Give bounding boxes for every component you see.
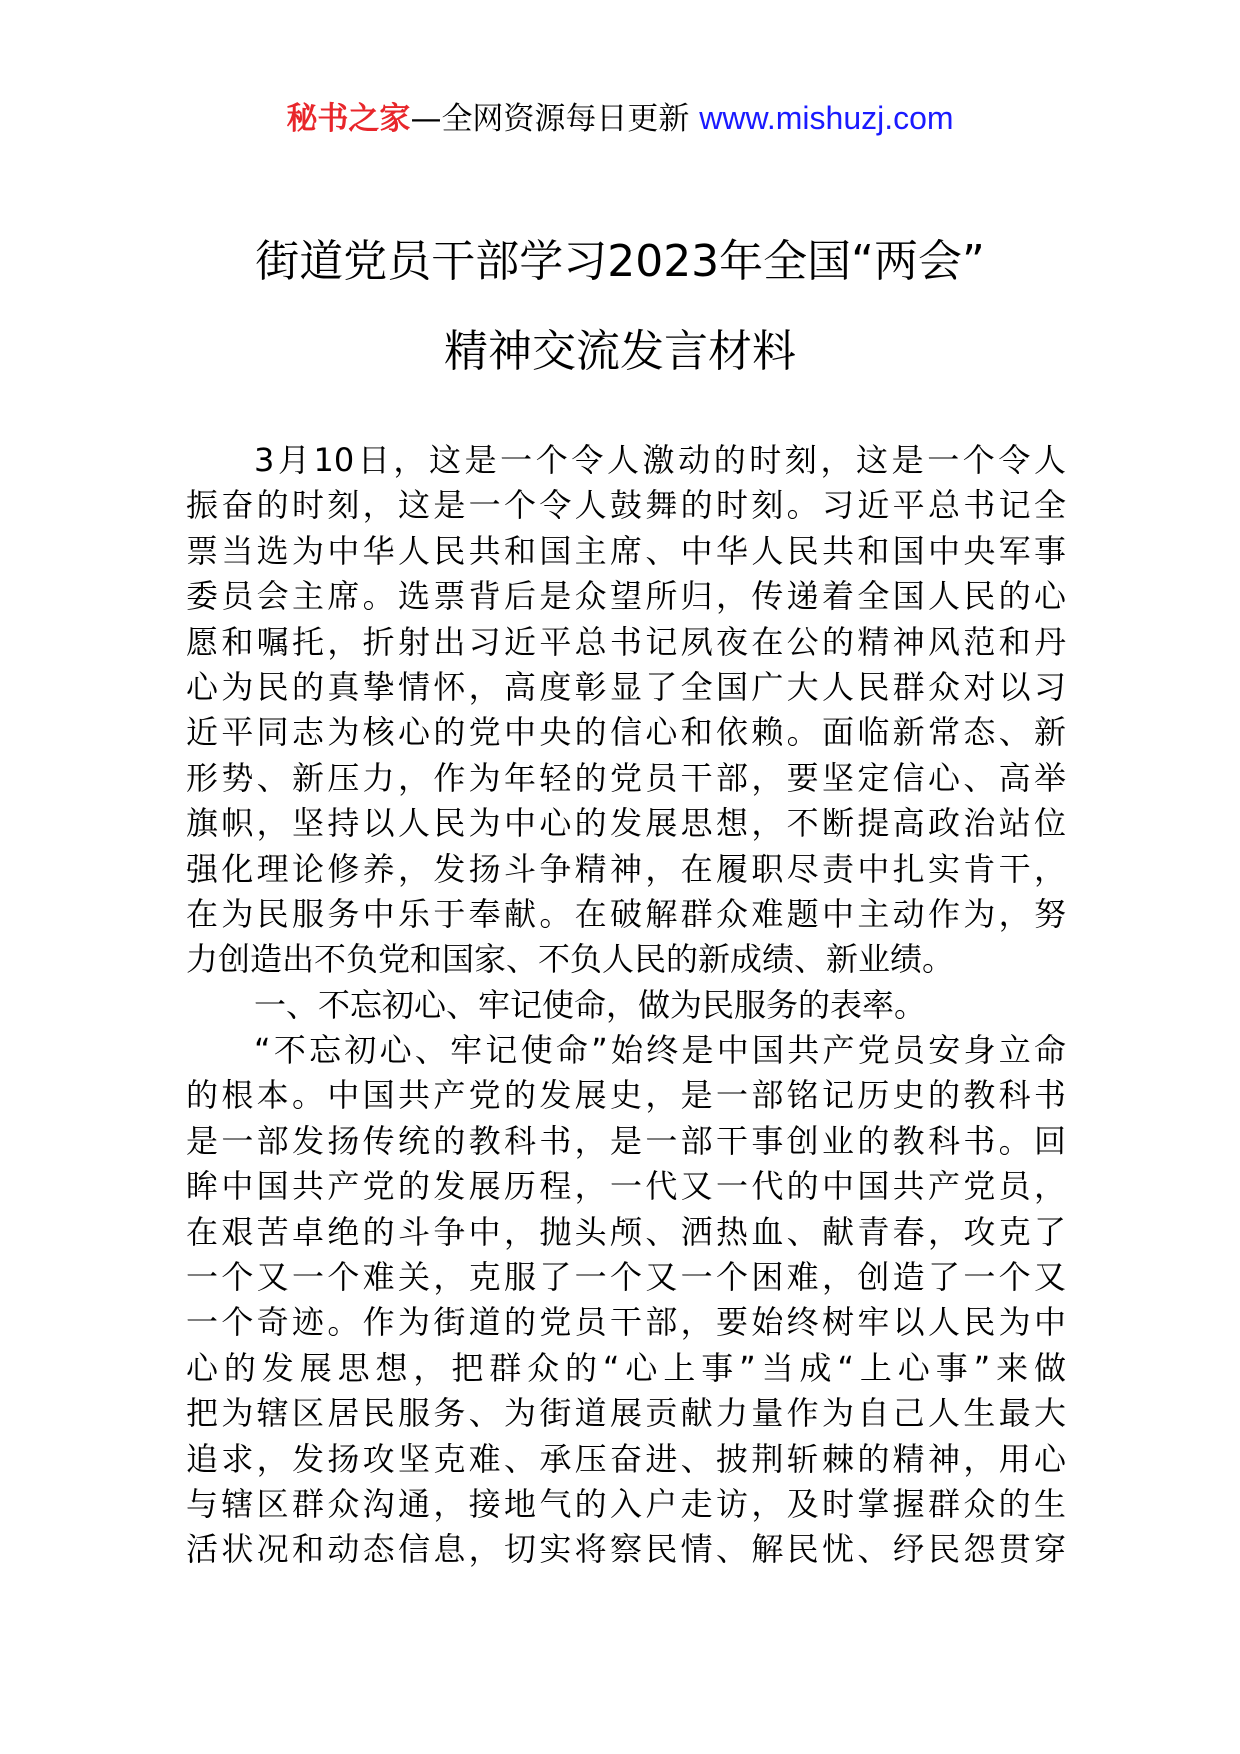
body-line: “不忘初心、牢记使命”始终是中国共产党员安身立命	[254, 1031, 1066, 1070]
body-line: 3月10日，这是一个令人激动的时刻，这是一个令人	[254, 441, 1066, 479]
body-line: 力创造出不负党和国家、不负人民的新成绩、新业绩。	[186, 940, 955, 979]
body-line: 振奋的时刻，这是一个令人鼓舞的时刻。习近平总书记全	[186, 486, 1066, 525]
body-line: 形势、新压力，作为年轻的党员干部，要坚定信心、高举	[186, 758, 1066, 797]
body-line: 是一部发扬传统的教科书，是一部干事创业的教科书。回	[186, 1121, 1066, 1160]
site-url-link[interactable]: www.mishuzj.com	[699, 100, 954, 136]
body-line: 票当选为中华人民共和国主席、中华人民共和国中央军事	[186, 531, 1066, 570]
document-title-line-2: 精神交流发言材料	[444, 326, 796, 377]
body-line: 一个又一个难关，克服了一个又一个困难，创造了一个又	[186, 1258, 1066, 1297]
site-brand: 秘书之家	[286, 101, 411, 137]
body-line: 愿和嘱托，折射出习近平总书记夙夜在公的精神风范和丹	[186, 622, 1066, 661]
section-heading: 一、不忘初心、牢记使命，做为民服务的表率。	[254, 985, 927, 1024]
body-line: 一个奇迹。作为街道的党员干部，要始终树牢以人民为中	[186, 1303, 1066, 1342]
body-line: 心的发展思想，把群众的“心上事”当成“上心事”来做	[186, 1348, 1066, 1387]
body-line: 强化理论修养，发扬斗争精神，在履职尽责中扎实肯干，	[186, 849, 1066, 888]
body-line: 把为辖区居民服务、为街道展贡献力量作为自己人生最大	[186, 1394, 1066, 1433]
body-line: 心为民的真挚情怀，高度彰显了全国广大人民群众对以习	[186, 667, 1066, 706]
body-line: 与辖区群众沟通，接地气的入户走访，及时掌握群众的生	[186, 1484, 1066, 1523]
body-line: 眸中国共产党的发展历程，一代又一代的中国共产党员，	[186, 1167, 1066, 1206]
body-line: 委员会主席。选票背后是众望所归，传递着全国人民的心	[186, 577, 1066, 616]
document-title-line-1: 街道党员干部学习2023年全国“两会”	[255, 236, 985, 287]
document-body	[186, 438, 1066, 1573]
body-line: 旗帜，坚持以人民为中心的发展思想，不断提高政治站位	[186, 804, 1066, 843]
site-tagline: —全网资源每日更新	[410, 101, 700, 137]
body-line: 活状况和动态信息，切实将察民情、解民忧、纾民怨贯穿	[186, 1530, 1066, 1569]
body-line: 在为民服务中乐于奉献。在破解群众难题中主动作为，努	[186, 894, 1066, 933]
body-line: 的根本。中国共产党的发展史，是一部铭记历史的教科书	[186, 1076, 1066, 1115]
site-header	[0, 98, 1240, 139]
body-line: 在艰苦卓绝的斗争中，抛头颅、洒热血、献青春，攻克了	[186, 1212, 1066, 1251]
body-line: 追求，发扬攻坚克难、承压奋进、披荆斩棘的精神，用心	[186, 1439, 1066, 1478]
body-line: 近平同志为核心的党中央的信心和依赖。面临新常态、新	[186, 713, 1066, 752]
